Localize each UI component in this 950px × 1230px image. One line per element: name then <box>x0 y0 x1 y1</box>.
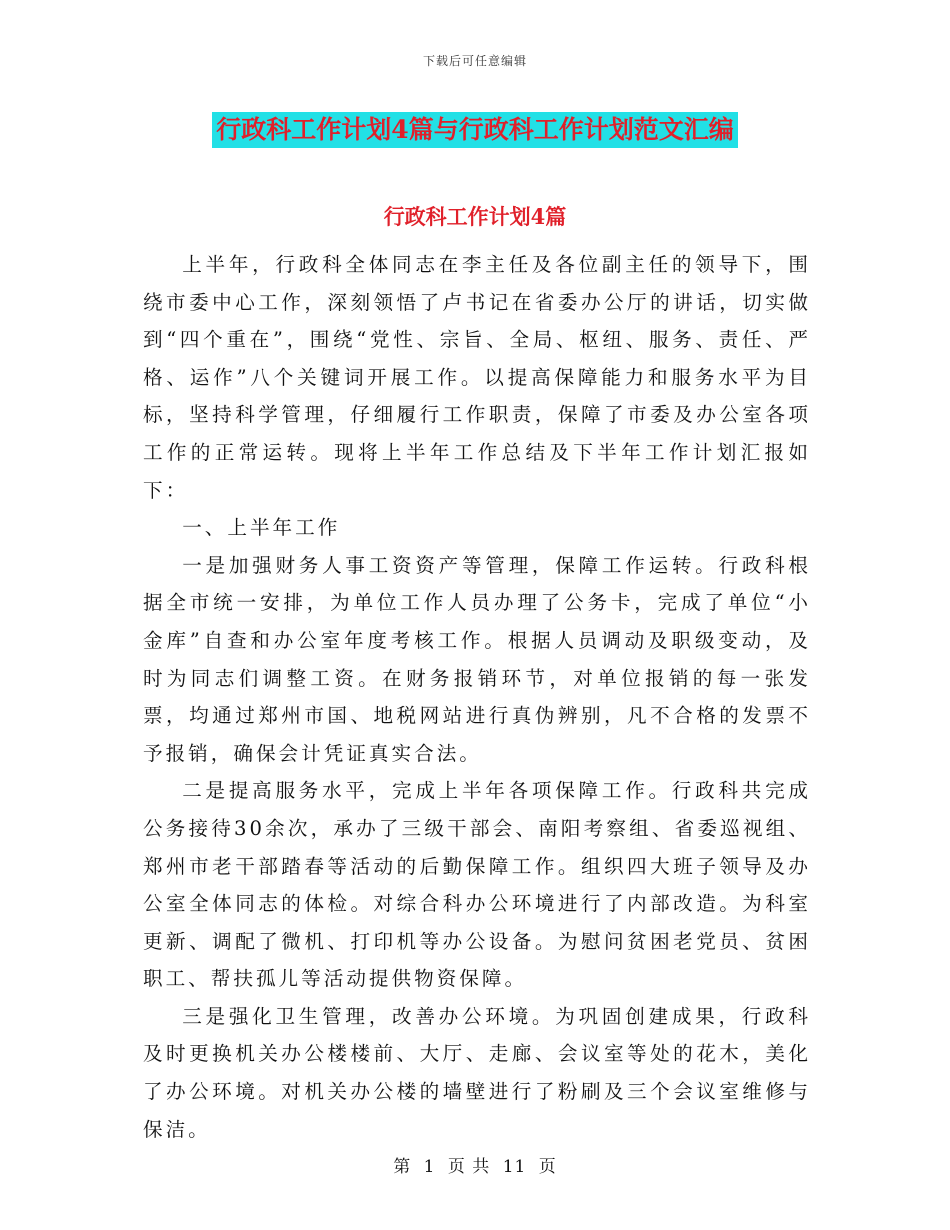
main-title-container <box>0 112 950 148</box>
page-header-note: 下载后可任意编辑 <box>422 54 527 68</box>
paragraph-intro: 上半年，行政科全体同志在李主任及各位副主任的领导下，围绕市委中心工作，深刻领悟了卢书记在省委办公厅的讲话，切实做到“四个重在”，围绕“党性、宗旨、全局、枢纽、服务、责任、严格、运作”八个关键词开展工作。以提高保障能力和服务水平为目标，坚持科学管理，仔细履行工作职责，保障了市委及办公室各项工作的正常运转。现将上半年工作总结及下半年工作计划汇报如下： <box>143 253 811 502</box>
document-body <box>143 246 811 1148</box>
footer-suffix: 页 <box>538 1157 557 1177</box>
document-subtitle: 行政科工作计划4篇 <box>383 204 567 229</box>
document-title: 行政科工作计划4篇与行政科工作计划范文汇编 <box>212 112 737 148</box>
page-footer <box>0 1152 950 1177</box>
footer-total-pages: 11 <box>502 1157 527 1177</box>
paragraph-hygiene: 三是强化卫生管理，改善办公环境。为巩固创建成果，行政科及时更换机关办公楼楼前、大厅、走廊、会议室等处的花木，美化了办公环境。对机关办公楼的墙壁进行了粉刷及三个会议室维修与保洁。 <box>143 1004 811 1141</box>
footer-page-number: 1 <box>423 1157 436 1177</box>
footer-prefix: 第 <box>393 1157 412 1177</box>
paragraph-service: 二是提高服务水平，完成上半年各项保障工作。行政科共完成公务接待30余次，承办了三级干部会、南阳考察组、省委巡视组、郑州市老干部踏春等活动的后勤保障工作。组织四大班子领导及办公室全体同志的体检。对综合科办公环境进行了内部改造。为科室更新、调配了微机、打印机等办公设备。为慰问贫困老党员、贫困职工、帮扶孤儿等活动提供物资保障。 <box>143 779 811 991</box>
section-heading: 一、上半年工作 <box>182 516 341 540</box>
footer-middle: 页 共 <box>447 1157 491 1177</box>
paragraph-finance: 一是加强财务人事工资资产等管理，保障工作运转。行政科根据全市统一安排，为单位工作人员办理了公务卡，完成了单位“小金库”自查和办公室年度考核工作。根据人员调动及职级变动，及时为同志们调整工资。在财务报销环节，对单位报销的每一张发票，均通过郑州市国、地税网站进行真伪辨别，凡不合格的发票不予报销，确保会计凭证真实合法。 <box>143 553 811 765</box>
